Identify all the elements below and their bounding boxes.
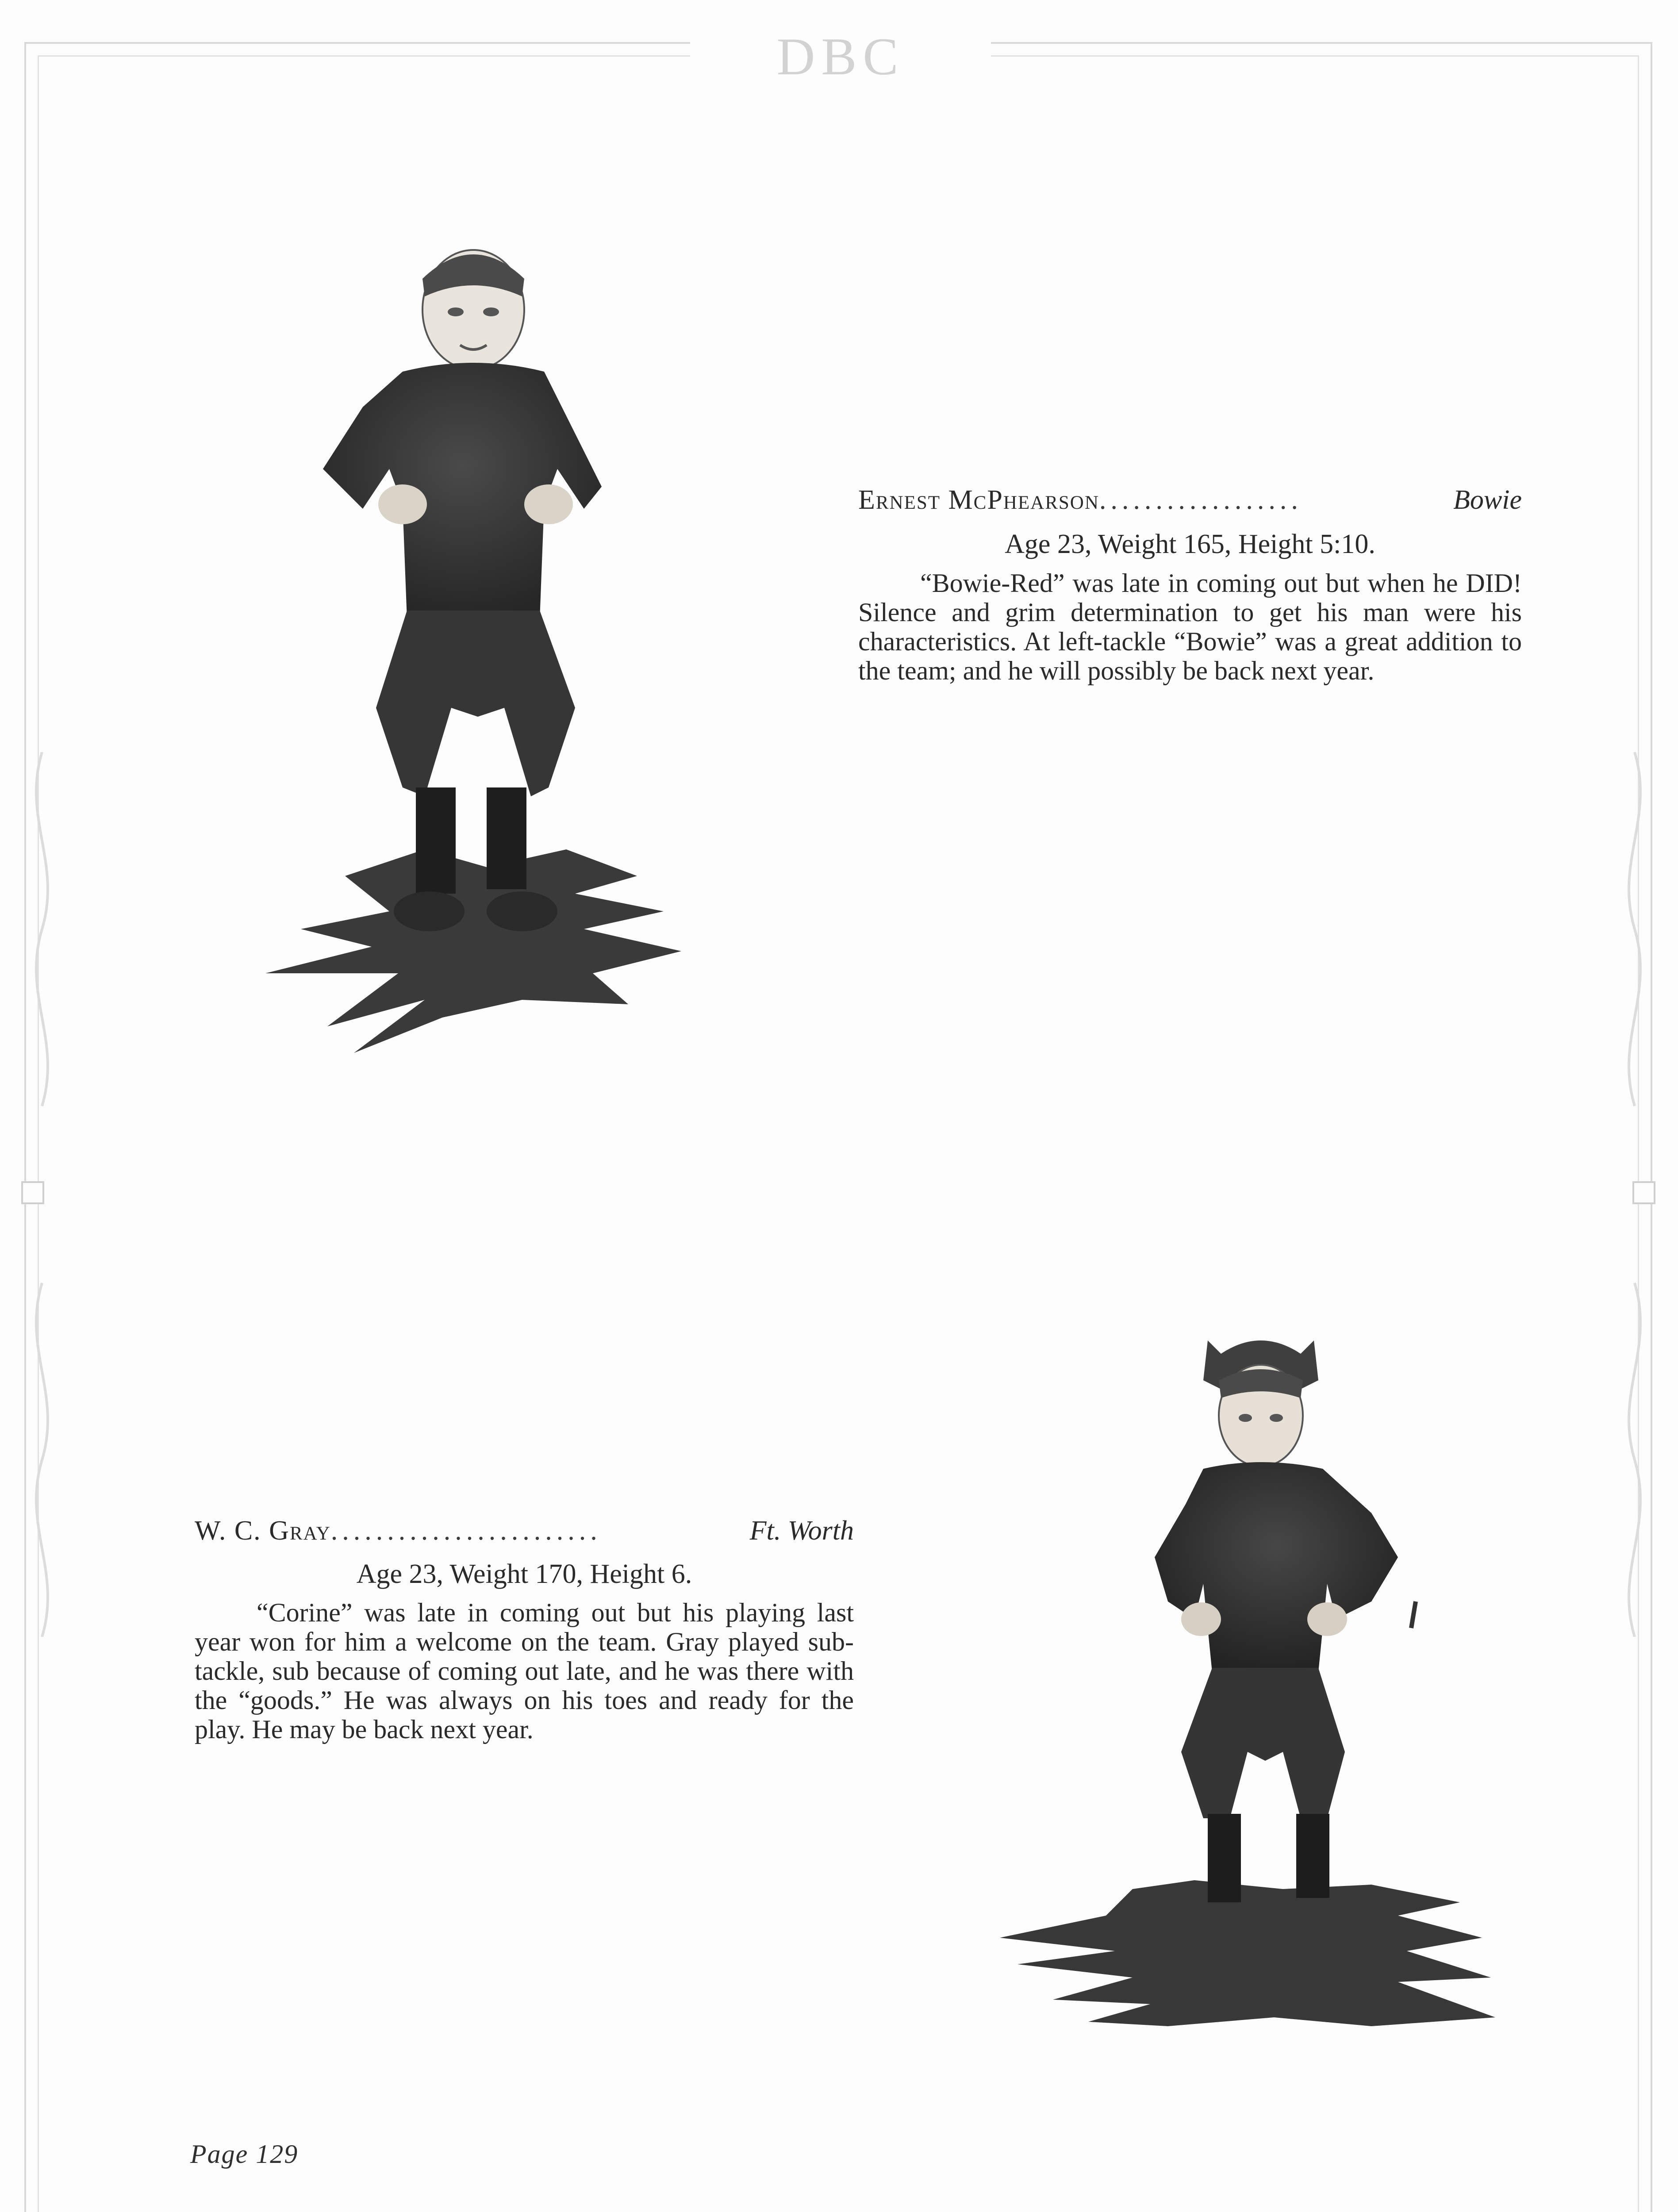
left-ornament-box xyxy=(21,1181,44,1204)
header-banner: DBC xyxy=(690,26,991,88)
player-hometown: Ft. Worth xyxy=(749,1516,854,1546)
leader-dots: ........................ xyxy=(330,1516,602,1546)
player-name: Ernest McPhearson xyxy=(858,485,1099,515)
leader-dots: .................. xyxy=(1099,485,1302,515)
right-ornament-box xyxy=(1632,1181,1655,1204)
player-stats: Age 23, Weight 170, Height 6. xyxy=(356,1559,692,1589)
player-name-line-1 xyxy=(858,482,1522,518)
player-photo-gray xyxy=(973,1327,1504,2079)
page-number: Page 129 xyxy=(190,2139,299,2169)
player-name-line-2 xyxy=(195,1513,854,1548)
player-stats: Age 23, Weight 165, Height 5:10. xyxy=(1005,529,1375,559)
player-bio: “Bowie-Red” was late in coming out but when he DID! Silence and grim determination to get his man were his characteristics. At left-tackle “Bowie” was a great addition to the team; and he will possibly be back next year. xyxy=(858,568,1522,685)
player-bio: “Corine” was late in coming out but his playing last year won for him a welcome on the team. Gray played sub-tackle, sub because of coming out late, and he was there with the “goods.” He was always on his toes and ready for the play. He may be back next year. xyxy=(195,1598,854,1744)
player-hometown: Bowie xyxy=(1453,485,1522,515)
player-photo-mcphearson xyxy=(257,221,699,1062)
player-name: W. C. Gray xyxy=(195,1516,331,1546)
